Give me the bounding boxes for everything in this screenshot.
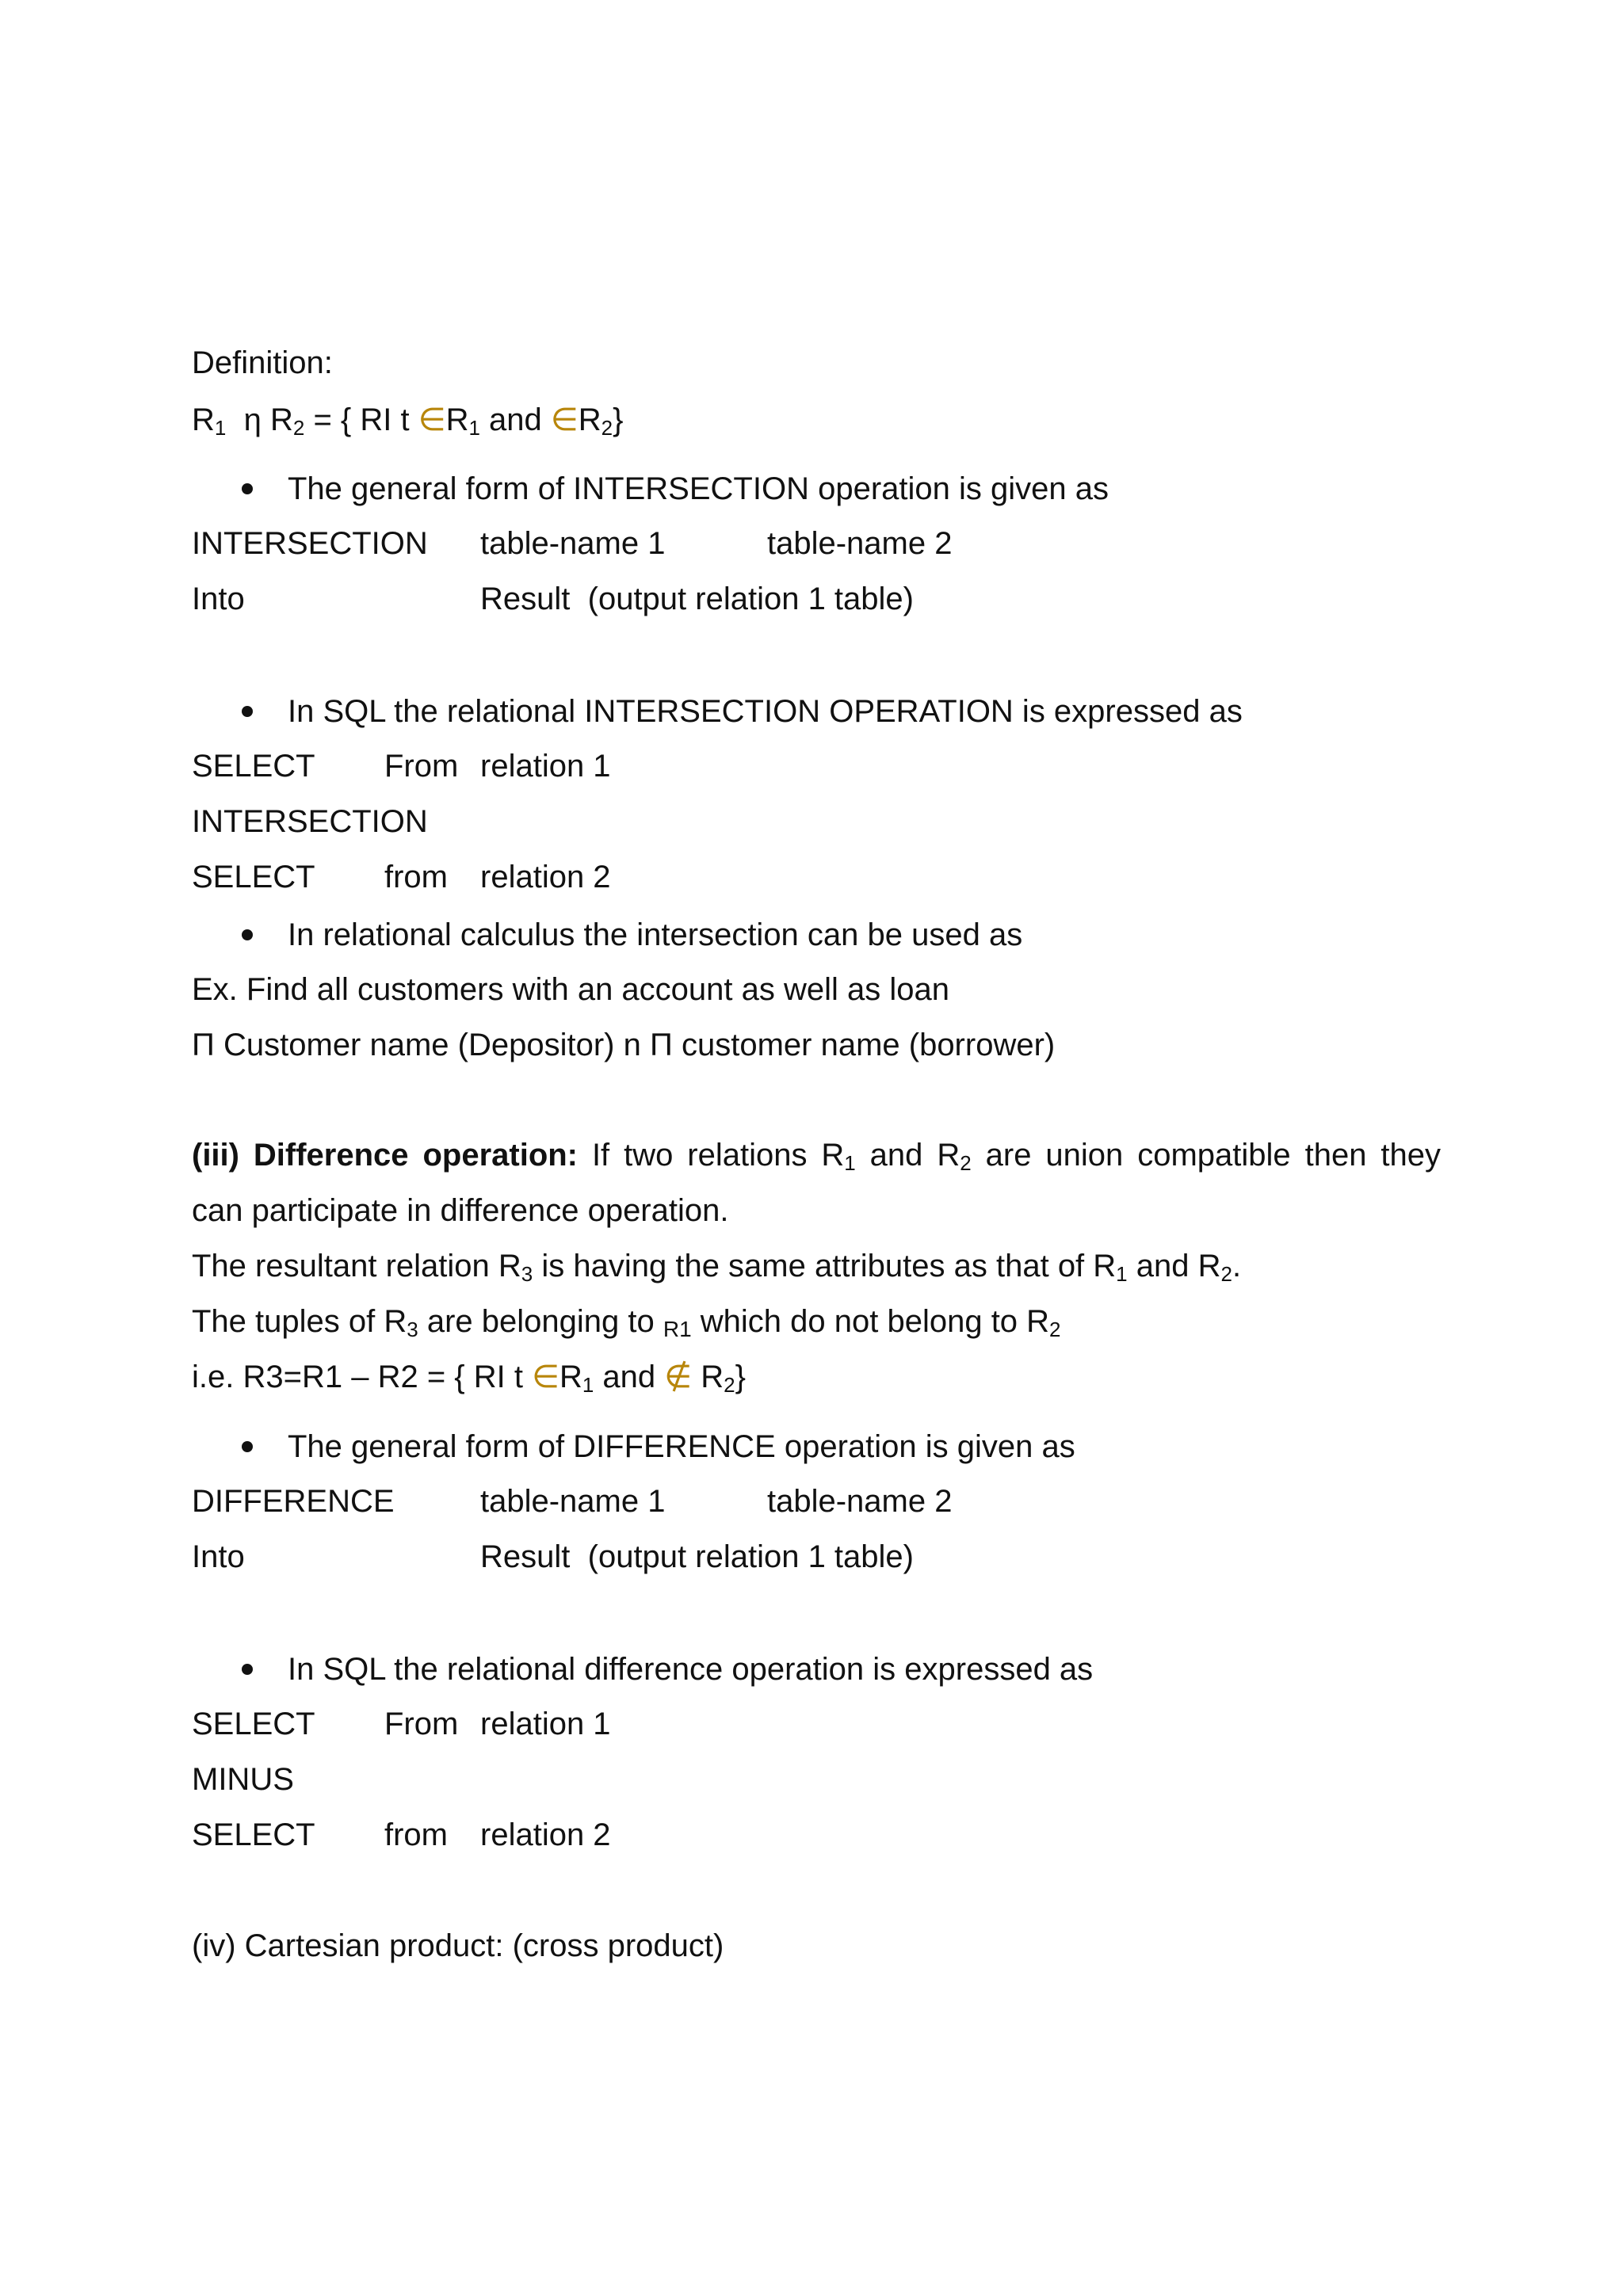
intersection-definition: $R_1$ η $R_2$ = { RI t $\in R_1$ and $\in R_2$}	[192, 402, 624, 440]
difference-sql-select2: SELECT	[192, 1817, 315, 1852]
example-expression: Π Customer name (Depositor) n Π customer name (borrower)	[192, 1028, 1056, 1062]
difference-line-4: The tuples of $R_3$ are belonging to R1 which do not belong to $R_2$	[192, 1304, 1061, 1341]
intersection-keyword: INTERSECTION	[192, 526, 428, 561]
bullet-icon	[242, 706, 253, 717]
difference-sql-from2: from	[384, 1817, 448, 1852]
element-of-symbol: ∈	[532, 1360, 559, 1394]
difference-sql-rel2: relation 2	[480, 1817, 611, 1852]
intersection-sql-from2: from	[384, 860, 448, 894]
intersection-sql-rel1: relation 1	[480, 749, 611, 784]
intersection-sql-select2: SELECT	[192, 860, 315, 894]
example-text: Ex. Find all customers with an account as well as loan	[192, 972, 949, 1007]
difference-result: Result (output relation 1 table)	[480, 1539, 914, 1574]
bullet-icon	[242, 929, 253, 940]
not-element-of-symbol: ∉	[664, 1360, 693, 1394]
intersection-sql-select1: SELECT	[192, 749, 315, 784]
difference-line-3: The resultant relation $R_3$ is having the same attributes as that of $R_1$ and $R_2$.	[192, 1249, 1242, 1286]
bullet-icon	[242, 483, 253, 494]
difference-into: Into	[192, 1539, 245, 1574]
intersection-table1: table-name 1	[480, 526, 666, 561]
difference-sql-from1: From	[384, 1707, 459, 1741]
difference-definition: i.e. R3=R1 – R2 = { RI t $\in R_1$ and ∉ $R_2$}	[192, 1360, 746, 1397]
difference-table2: table-name 2	[767, 1484, 953, 1519]
difference-heading: (iii) Difference operation:	[192, 1138, 579, 1173]
element-of-symbol: ∈	[550, 402, 579, 437]
bullet-icon	[242, 1664, 253, 1675]
intersection-into: Into	[192, 582, 245, 616]
difference-sql-bullet: In SQL the relational difference operation is expressed as	[288, 1652, 1094, 1687]
intersection-form-bullet: The general form of INTERSECTION operation is given as	[288, 471, 1109, 506]
intersection-sql-from1: From	[384, 749, 459, 784]
cartesian-heading: (iv) Cartesian product: (cross product)	[192, 1928, 724, 1963]
intersection-sql-rel2: relation 2	[480, 860, 611, 894]
bullet-icon	[242, 1441, 253, 1452]
definition-label: Definition:	[192, 345, 333, 380]
calculus-bullet: In relational calculus the intersection can be used as	[288, 917, 1023, 952]
difference-intro-line: (iii) Difference operation: If two relations $R_1$ and $R_2$ are union compatible then they	[192, 1138, 1441, 1175]
intersection-result: Result (output relation 1 table)	[480, 582, 914, 616]
intersection-sql-bullet: In SQL the relational INTERSECTION OPERATION is expressed as	[288, 694, 1243, 729]
intersection-table2: table-name 2	[767, 526, 953, 561]
difference-keyword: DIFFERENCE	[192, 1484, 395, 1519]
difference-form-bullet: The general form of DIFFERENCE operation is given as	[288, 1429, 1075, 1464]
difference-table1: table-name 1	[480, 1484, 666, 1519]
difference-sql-rel1: relation 1	[480, 1707, 611, 1741]
intersection-sql-op: INTERSECTION	[192, 804, 428, 839]
element-of-symbol: ∈	[418, 402, 446, 437]
difference-sql-op: MINUS	[192, 1762, 294, 1797]
difference-sql-select1: SELECT	[192, 1707, 315, 1741]
difference-line-2: can participate in difference operation.	[192, 1193, 729, 1228]
